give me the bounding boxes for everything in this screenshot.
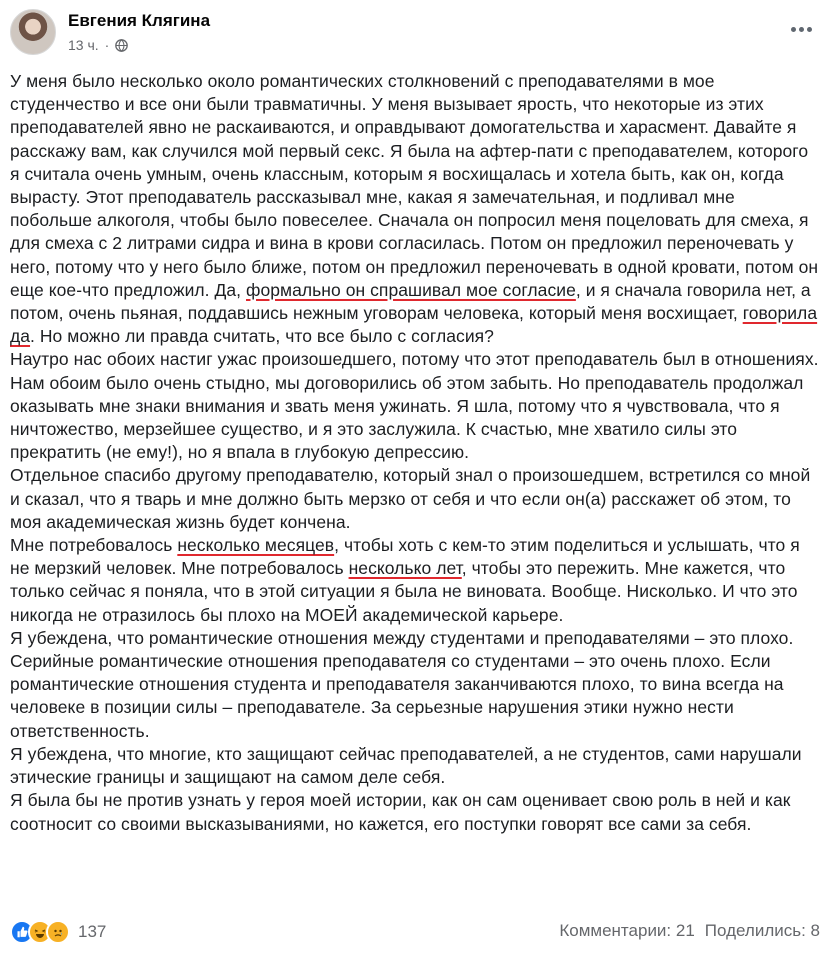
- comments-link[interactable]: Комментарии: 21: [559, 921, 695, 940]
- sad-icon: [46, 920, 70, 944]
- avatar[interactable]: [10, 9, 56, 55]
- underlined-phrase: формально он спрашивал мое согласие: [246, 279, 576, 300]
- reaction-count: 137: [78, 922, 107, 941]
- paragraph-2: Наутро нас обоих настиг ужас произошедшего, потому что этот преподаватель был в отношениях. Нам обоим было очень стыдно, мы договорились об этом забыть. Но преподаватель продолжал оказывать мне знаки внимания и звать меня ужинать. Я шла, потому что я чувствовала, что я ничтожество, мерзейшее существо, и я это заслужила. К счастью, мне хватило силы это прекратить (не ему!), но я впала в глубокую депрессию.: [10, 349, 819, 463]
- post-meta: [68, 37, 128, 53]
- underlined-phrase: несколько месяцев: [177, 535, 335, 556]
- paragraph-4: Мне потребовалось несколько месяцев, чтобы хоть с кем-то этим поделиться и услышать, что я не мерзкий человек. Мне потребовалось несколько лет, чтобы это пережить. Мне кажется, что только сейчас я поняла, что в этой ситуации я была не виновата. Вообще. Нисколько. И что это никогда не отразилось бы плохо на МОЕЙ академической карьере.: [10, 535, 800, 625]
- shares-link[interactable]: Поделились: 8: [704, 921, 820, 940]
- paragraph-6: Я убеждена, что многие, кто защищают сейчас преподавателей, а не студентов, сами нарушали этические границы и защищают на самом деле себя.: [10, 743, 802, 788]
- paragraph-7: Я была бы не против узнать у героя моей истории, как он сам оценивает свою роль в ней и как соотносит со своими высказываниями, но кажется, его поступки говорят все сами за себя.: [10, 790, 791, 834]
- author-name[interactable]: Евгения Клягина: [68, 11, 211, 30]
- underlined-phrase: несколько лет: [348, 558, 462, 579]
- more-options-icon[interactable]: [786, 14, 816, 44]
- post-footer: [10, 918, 820, 948]
- engagement-counts: [559, 921, 820, 941]
- paragraph-3: Отдельное спасибо другому преподавателю, который знал о произошедшем, встретился со мной и сказал, что я тварь и мне должно быть мерзко от себя и что если он(а) расскажет об этом, то моя академическая жизнь будет кончена.: [10, 465, 811, 532]
- post-header: [10, 6, 820, 58]
- paragraph-1: У меня было несколько около романтических столкновений с преподавателями в мое студенчество и все они были травматичны. У меня вызывает ярость, что некоторые из этих преподавателей явно не раскаиваются, и оправдывают домогательства и харасмент. Давайте я расскажу вам, как случился мой первый секс. Я была на афтер-пати с преподавателем, которого я считала очень умным, очень классным, которым я восхищалась и хотела быть, как он, когда вырасту. Этот преподаватель рассказывал мне, какая я замечательная, и подливал мне побольше алкоголя, чтобы было повеселее. Сначала он попросил меня поцеловать для смеха, я для смеха с 2 литрами сидра и вина в крови согласилась. Потом он предложил переночевать у него, потому что у него было ближе, потом он предложил переночевать в одной кровати, потом он еще кое-что предложил. Да, формально он спрашивал мое согласие, и я сначала говорила нет, а потом, очень пьяная, поддавшись нежным уговорам человека, который меня восхищает, говорила да. Но можно ли правда считать, что все было с согласия?: [10, 71, 819, 347]
- reactions-summary[interactable]: [10, 920, 106, 944]
- paragraph-5: Я убеждена, что романтические отношения между студентами и преподавателями – это плохо. Серийные романтические отношения преподавателя со студентами – это очень плохо. Если романтические отношения студента и преподавателя заканчиваются плохо, то вина всегда на человеке в позиции силы – преподавателе. За серьезные нарушения этики нужно нести ответственность.: [10, 627, 794, 741]
- meta-separator: ·: [104, 37, 110, 53]
- globe-icon: [115, 39, 128, 52]
- underlined-phrase: говорила да: [10, 303, 818, 347]
- post-body: [10, 70, 820, 836]
- post-time[interactable]: 13 ч.: [68, 37, 99, 53]
